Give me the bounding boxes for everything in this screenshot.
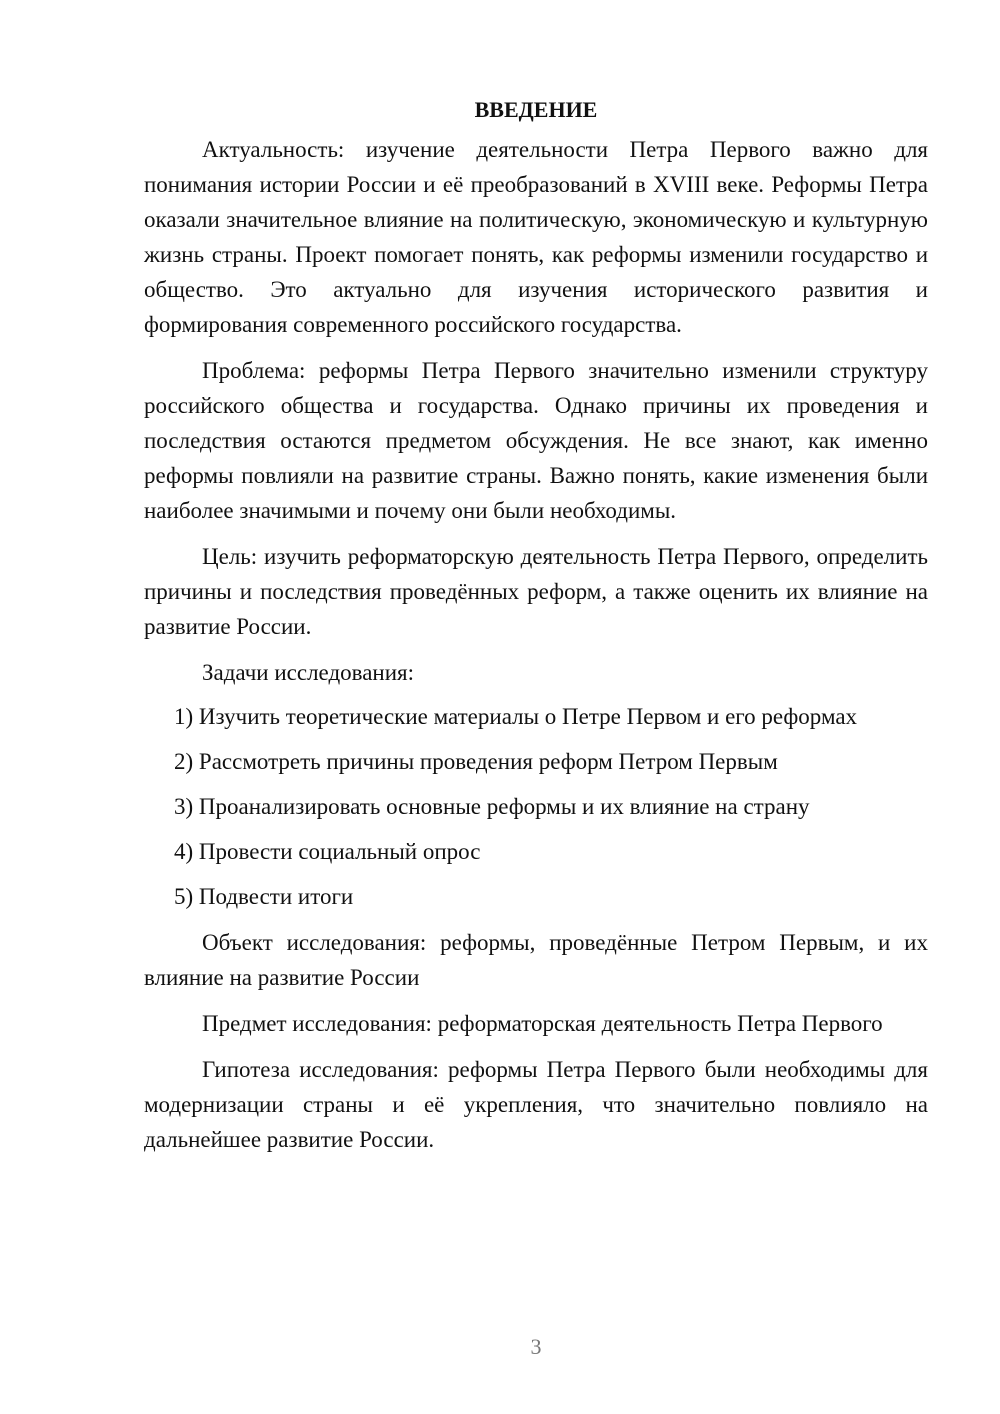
task-item-3: 3) Проанализировать основные реформы и их влияние на страну bbox=[174, 794, 810, 819]
page-content bbox=[144, 92, 928, 1168]
goal-paragraph: Цель: изучить реформаторскую деятельность Петра Первого, определить причины и последствия проведённых реформ, а также оценить их влияние на развитие России. bbox=[144, 544, 928, 639]
task-item-2: 2) Рассмотреть причины проведения реформ Петром Первым bbox=[174, 749, 778, 774]
page-number: 3 bbox=[530, 1334, 542, 1359]
object-paragraph: Объект исследования: реформы, проведённые Петром Первым, и их влияние на развитие России bbox=[144, 930, 928, 990]
relevance-paragraph: Актуальность: изучение деятельности Петра Первого важно для понимания истории России и её преобразований в XVIII веке. Реформы Петра оказали значительное влияние на политическую, экономическую и культурную жизнь страны. Проект помогает понять, как реформы изменили государство и общество. Это актуально для изучения исторического развития и формирования современного российского государства. bbox=[144, 137, 928, 337]
problem-paragraph: Проблема: реформы Петра Первого значительно изменили структуру российского общества и государства. Однако причины их проведения и последствия остаются предметом обсуждения. Не все знают, как именно реформы повлияли на развитие страны. Важно понять, какие изменения были наиболее значимыми и почему они были необходимы. bbox=[144, 358, 928, 523]
task-item-4: 4) Провести социальный опрос bbox=[174, 839, 481, 864]
page-title: ВВЕДЕНИЕ bbox=[474, 97, 598, 122]
task-item-5: 5) Подвести итоги bbox=[174, 884, 354, 909]
hypothesis-paragraph: Гипотеза исследования: реформы Петра Первого были необходимы для модернизации страны и её укрепления, что значительно повлияло на дальнейшее развитие России. bbox=[144, 1057, 928, 1152]
tasks-title: Задачи исследования: bbox=[202, 660, 415, 685]
subject-paragraph: Предмет исследования: реформаторская деятельность Петра Первого bbox=[202, 1011, 883, 1036]
task-item-1: 1) Изучить теоретические материалы о Петре Первом и его реформах bbox=[174, 704, 858, 729]
